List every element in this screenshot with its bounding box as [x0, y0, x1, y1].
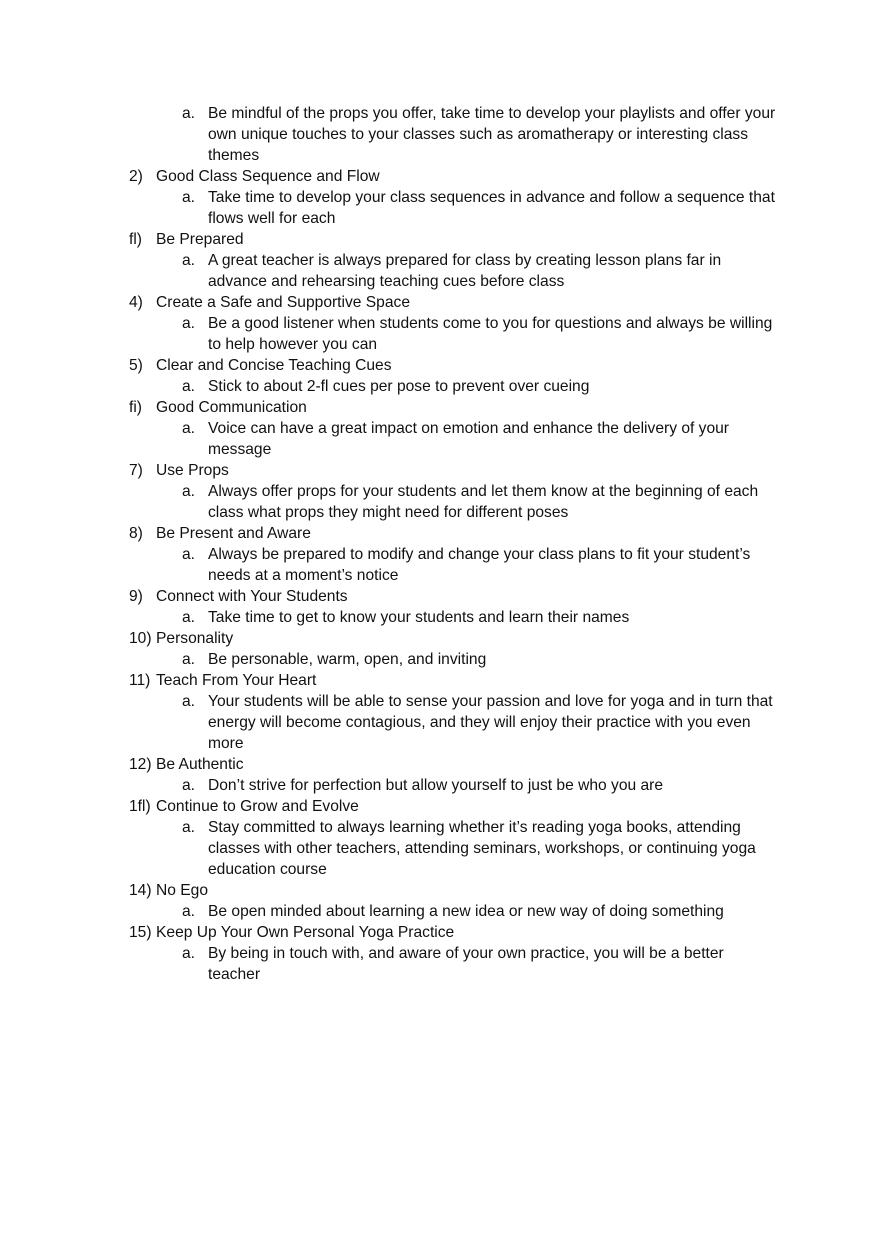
- sub-item-letter: a.: [182, 819, 196, 836]
- sub-item-text: Take time to get to know your students and learn their names: [208, 609, 630, 626]
- list-item: [0, 355, 880, 376]
- list-item: [0, 628, 880, 649]
- list-item-title: Clear and Concise Teaching Cues: [156, 357, 392, 374]
- sub-item-text: Stay committed to always learning whether it’s reading yoga books, attending classes with other teachers, attending seminars, workshops, or continuing yoga education course: [208, 819, 756, 878]
- list-item: [0, 880, 880, 901]
- sub-item: [0, 901, 880, 922]
- list-item: [0, 586, 880, 607]
- list-item: [0, 670, 880, 691]
- sub-item-letter: a.: [182, 189, 196, 206]
- list-item-number: 10): [129, 630, 152, 647]
- list-item-title: Continue to Grow and Evolve: [156, 798, 359, 815]
- sub-item-text: Don’t strive for perfection but allow yourself to just be who you are: [208, 777, 664, 794]
- list-item: [0, 460, 880, 481]
- sub-item-letter: a.: [182, 420, 196, 437]
- list-item-number: 4): [129, 294, 143, 311]
- sub-item-letter: a.: [182, 546, 196, 563]
- sub-item-letter: a.: [182, 609, 196, 626]
- list-item-title: Good Class Sequence and Flow: [156, 168, 380, 185]
- sub-item-letter: a.: [182, 252, 196, 269]
- list-item-title: Create a Safe and Supportive Space: [156, 294, 410, 311]
- sub-item-letter: a.: [182, 315, 196, 332]
- list-item: [0, 292, 880, 313]
- sub-item-text: Be open minded about learning a new idea or new way of doing something: [208, 903, 724, 920]
- sub-item-text: Take time to develop your class sequences in advance and follow a sequence that flows well for each: [208, 189, 775, 227]
- sub-item-letter: a.: [182, 651, 196, 668]
- list-item-title: No Ego: [156, 882, 209, 899]
- list-item: [0, 166, 880, 187]
- sub-item-text: Voice can have a great impact on emotion and enhance the delivery of your message: [208, 420, 729, 458]
- list-item-number: 5): [129, 357, 143, 374]
- list-item: [0, 229, 880, 250]
- sub-item-letter: a.: [182, 693, 196, 710]
- sub-item-text: Be personable, warm, open, and inviting: [208, 651, 487, 668]
- list-item-number: 14): [129, 882, 152, 899]
- sub-item: [0, 544, 880, 586]
- list-item-number: 2): [129, 168, 143, 185]
- sub-item-text: Stick to about 2-ﬂ cues per pose to prevent over cueing: [208, 378, 590, 395]
- sub-item-text: Your students will be able to sense your passion and love for yoga and in turn that energy will become contagious, and they will enjoy their practice with you even more: [208, 693, 773, 752]
- list-item-number: 11): [129, 672, 151, 689]
- sub-item: [0, 376, 880, 397]
- sub-item-text: Always offer props for your students and let them know at the beginning of each class what props they might need for different poses: [208, 483, 759, 521]
- sub-item: [0, 607, 880, 628]
- list-item: [0, 754, 880, 775]
- list-items: [0, 166, 880, 985]
- list-item-title: Personality: [156, 630, 234, 647]
- list-item-title: Keep Up Your Own Personal Yoga Practice: [156, 924, 455, 941]
- list-item-title: Connect with Your Students: [156, 588, 348, 605]
- list-item-number: 8): [129, 525, 143, 542]
- sub-item: [0, 313, 880, 355]
- list-item-number: 9): [129, 588, 143, 605]
- list-item-number: 12): [129, 756, 152, 773]
- list-item-number: ﬁ): [129, 399, 142, 416]
- sub-item-text: By being in touch with, and aware of your own practice, you will be a better teacher: [208, 945, 724, 983]
- sub-item-text: Always be prepared to modify and change your class plans to fit your student’s needs at a moment’s notice: [208, 546, 751, 584]
- sub-item: [0, 775, 880, 796]
- numbered-list: [0, 103, 880, 985]
- sub-item: [0, 691, 880, 754]
- list-item-number: 15): [129, 924, 152, 941]
- list-item: [0, 397, 880, 418]
- list-item-title: Be Present and Aware: [156, 525, 311, 542]
- sub-item-letter: a.: [182, 483, 196, 500]
- list-item-title: Be Authentic: [156, 756, 244, 773]
- sub-item-text: Be a good listener when students come to you for questions and always be willing to help however you can: [208, 315, 773, 353]
- list-item-title: Teach From Your Heart: [156, 672, 317, 689]
- sub-item-letter: a.: [182, 945, 196, 962]
- sub-item: [0, 481, 880, 523]
- list-item: [0, 796, 880, 817]
- sub-item-text: A great teacher is always prepared for class by creating lesson plans far in advance and rehearsing teaching cues before class: [208, 252, 722, 290]
- list-item: [0, 523, 880, 544]
- sub-item-letter: a.: [182, 105, 196, 122]
- sub-item-text: Be mindful of the props you offer, take time to develop your playlists and offer your own unique touches to your classes such as aromatherapy or interesting class themes: [208, 105, 776, 164]
- list-item-title: Be Prepared: [156, 231, 244, 248]
- sub-item: [0, 250, 880, 292]
- list-item-number: ﬂ): [129, 231, 142, 248]
- sub-item: [0, 418, 880, 460]
- list-item-title: Good Communication: [156, 399, 307, 416]
- list-item-number: 1ﬂ): [129, 798, 151, 815]
- sub-item: [0, 187, 880, 229]
- sub-item: [0, 943, 880, 985]
- sub-item-letter: a.: [182, 378, 196, 395]
- list-item-number: 7): [129, 462, 143, 479]
- list-item-title: Use Props: [156, 462, 229, 479]
- sub-item-letter: a.: [182, 777, 196, 794]
- intro-sub-item: [0, 103, 880, 166]
- sub-item: [0, 649, 880, 670]
- sub-item: [0, 817, 880, 880]
- list-item: [0, 922, 880, 943]
- sub-item-letter: a.: [182, 903, 196, 920]
